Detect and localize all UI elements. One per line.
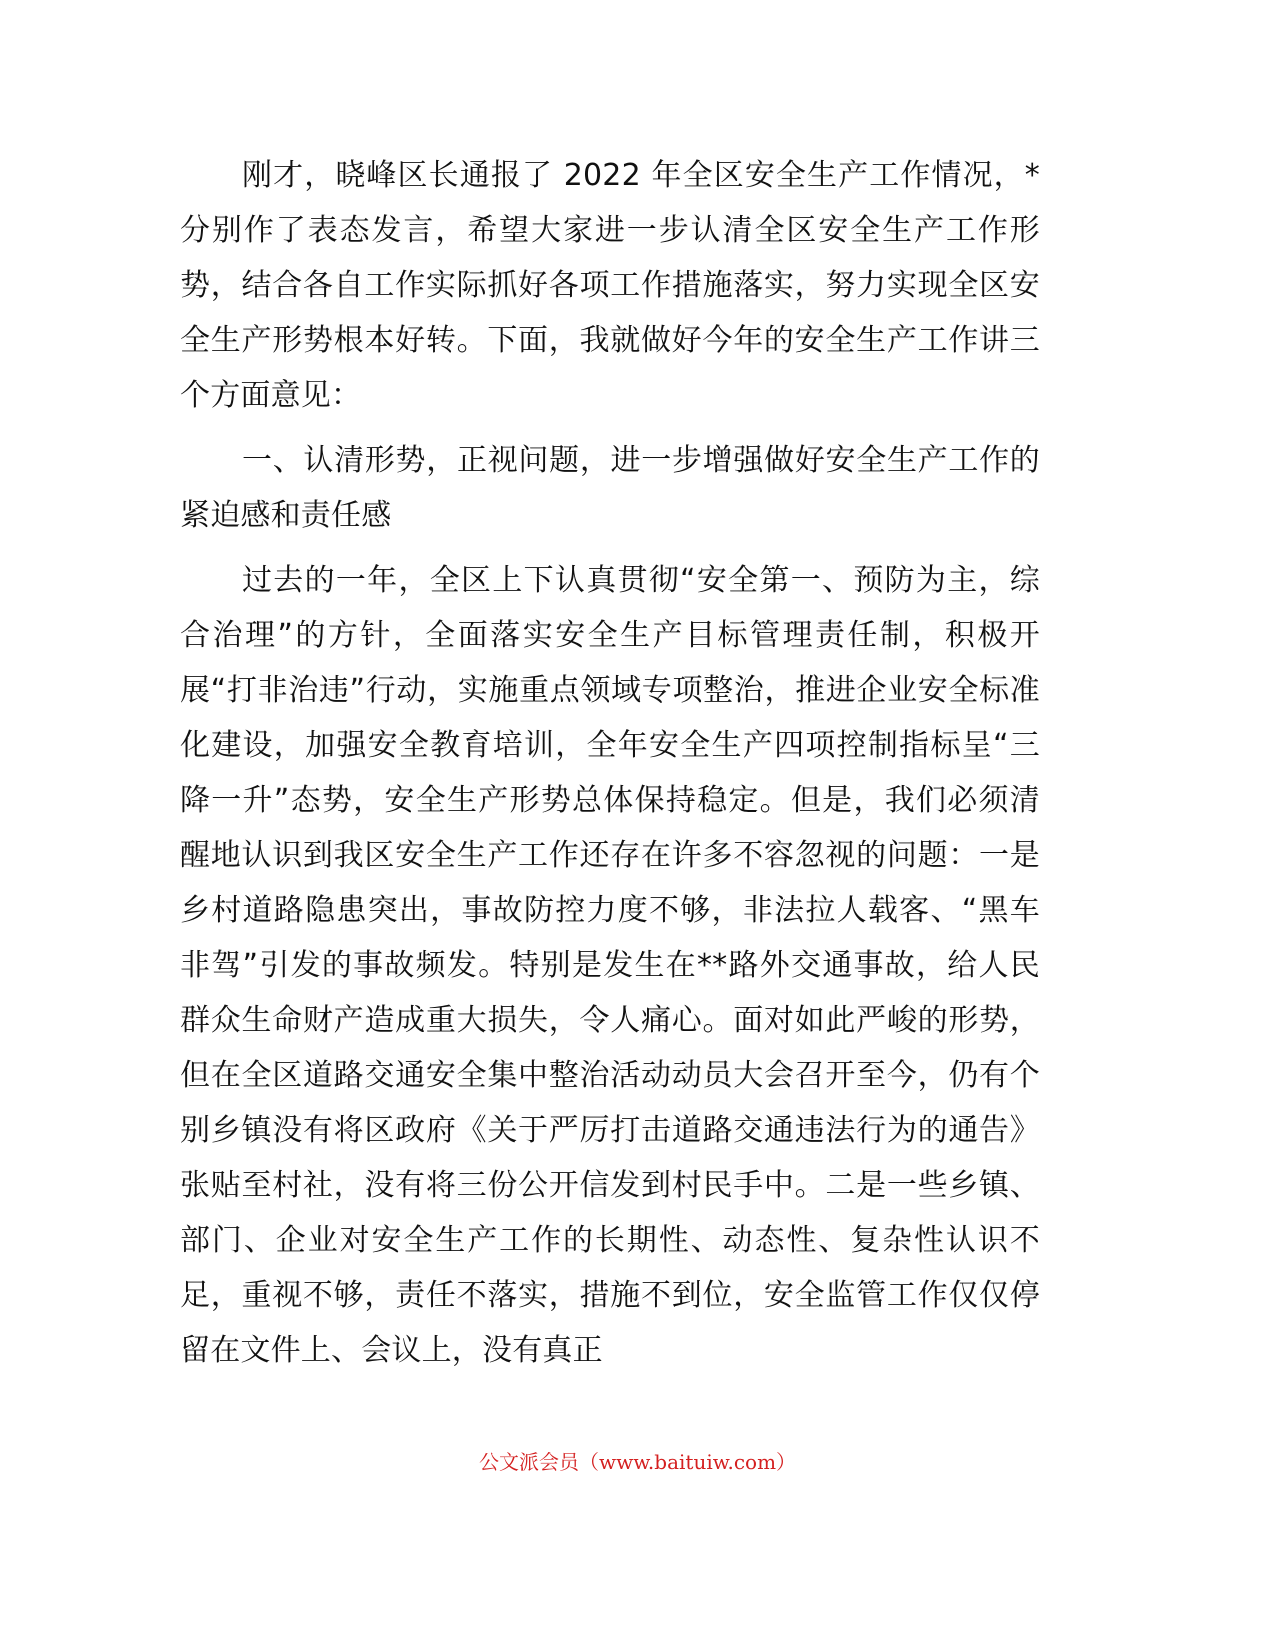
section-heading-1: 一、认清形势，正视问题，进一步增强做好安全生产工作的紧迫感和责任感: [180, 443, 1040, 533]
document-body: [180, 148, 1040, 1388]
paragraph-review: 过去的一年，全区上下认真贯彻“安全第一、预防为主，综合治理”的方针，全面落实安全生产目标管理责任制，积极开展“打非治违”行动，实施重点领域专项整治，推进企业安全标准化建设，加强安全教育培训，全年安全生产四项控制指标呈“三降一升”态势，安全生产形势总体保持稳定。但是，我们必须清醒地认识到我区安全生产工作还存在许多不容忽视的问题：一是乡村道路隐患突出，事故防控力度不够，非法拉人载客、“黑车非驾”引发的事故频发。特别是发生在**路外交通事故，给人民群众生命财产造成重大损失，令人痛心。面对如此严峻的形势，但在全区道路交通安全集中整治活动动员大会召开至今，仍有个别乡镇没有将区政府《关于严厉打击道路交通违法行为的通告》张贴至村社，没有将三份公开信发到村民手中。二是一些乡镇、部门、企业对安全生产工作的长期性、动态性、复杂性认识不足，重视不够，责任不落实，措施不到位，安全监管工作仅仅停留在文件上、会议上，没有真正: [180, 563, 1040, 1368]
paragraph-intro: 刚才，晓峰区长通报了 2022 年全区安全生产工作情况，*分别作了表态发言，希望大家进一步认清全区安全生产工作形势，结合各自工作实际抓好各项工作措施落实，努力实现全区安全生产形势根本好转。下面，我就做好今年的安全生产工作讲三个方面意见：: [180, 158, 1040, 413]
footer-watermark: 公文派会员（www.baituiw.com）: [478, 1450, 797, 1474]
